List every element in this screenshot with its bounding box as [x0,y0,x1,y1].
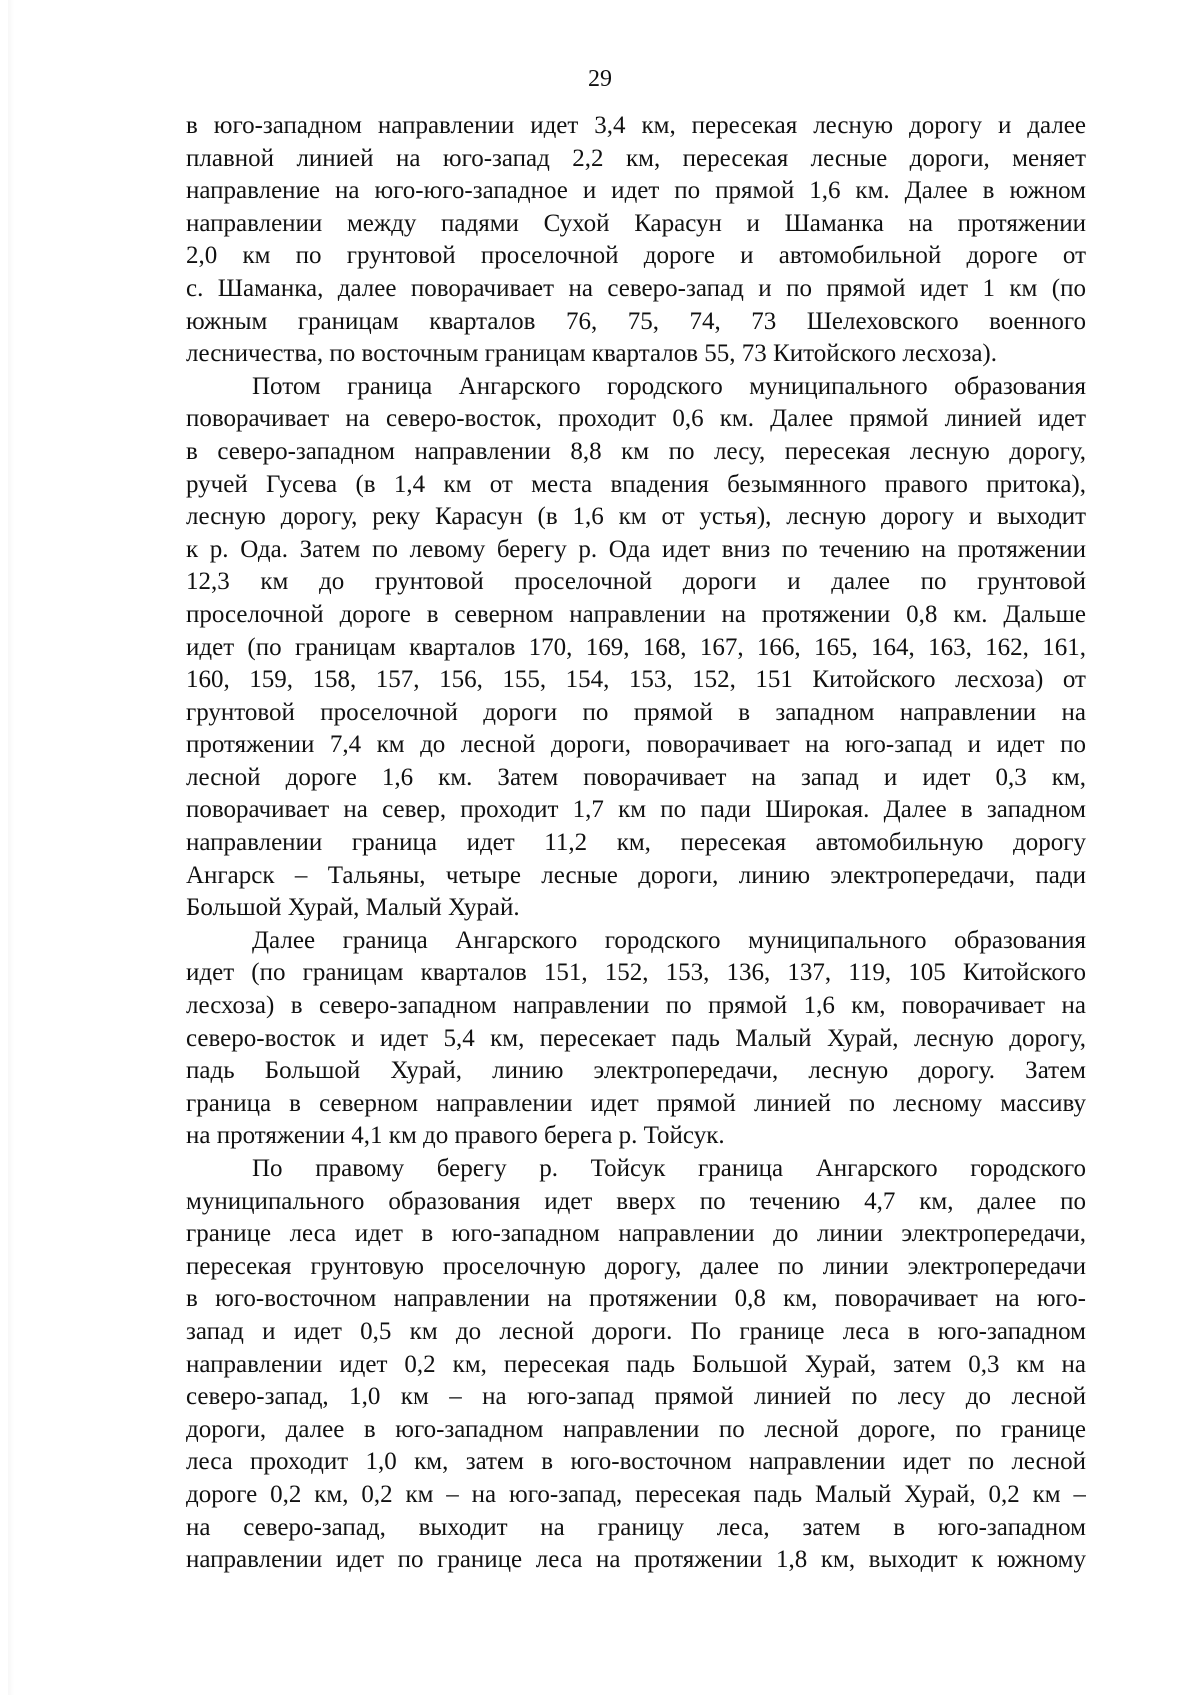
text-line: 160, 159, 158, 157, 156, 155, 154, 153, 152, 151 Китойского лесхоза) от [186,666,1086,694]
text-line: запад и идет 0,5 км до лесной дороги. По границе леса в юго-западном [186,1317,1086,1345]
text-line: лесхоза) в северо-западном направлении по прямой 1,6 км, поворачивает на [186,992,1086,1020]
text-line: на протяжении 4,1 км до правого берега р. Тойсук. [186,1122,725,1150]
text-line: граница в северном направлении идет прямой линией по лесному массиву [186,1089,1086,1117]
text-line: Большой Хурай, Малый Хурай. [186,894,520,922]
text-line: 2,0 км по грунтовой проселочной дороге и автомобильной дороге от [186,242,1086,270]
scan-edge-shadow [8,0,14,1695]
text-line: южным границам кварталов 76, 75, 74, 73 Шелеховского военного [186,307,1086,335]
text-line: идет (по границам кварталов 170, 169, 168, 167, 166, 165, 164, 163, 162, 161, [186,633,1086,661]
paragraph-3 [186,925,1086,1153]
text-line: проселочной дороге в северном направлении на протяжении 0,8 км. Дальше [186,600,1086,628]
text-line: лесничества, по восточным границам кварталов 55, 73 Китойского лесхоза). [186,340,997,368]
text-line: дороге 0,2 км, 0,2 км – на юго-запад, пересекая падь Малый Хурай, 0,2 км – [186,1480,1086,1508]
text-line: поворачивает на север, проходит 1,7 км по пади Широкая. Далее в западном [186,796,1086,824]
text-line: на северо-запад, выходит на границу леса, затем в юго-западном [186,1513,1086,1541]
text-line: грунтовой проселочной дороги по прямой в западном направлении на [186,698,1086,726]
text-line: направлении идет по границе леса на протяжении 1,8 км, выходит к южному [186,1546,1086,1574]
paragraph-4 [186,1153,1086,1577]
text-line: пересекая грунтовую проселочную дорогу, далее по линии электропередачи [186,1252,1086,1280]
text-line: направлении между падями Сухой Карасун и Шаманка на протяжении [186,209,1086,237]
text-line: северо-запад, 1,0 км – на юго-запад прямой линией по лесу до лесной [186,1383,1086,1411]
text-line: направлении идет 0,2 км, пересекая падь Большой Хурай, затем 0,3 км на [186,1350,1086,1378]
text-line: поворачивает на северо-восток, проходит 0,6 км. Далее прямой линией идет [186,405,1086,433]
paragraph-1 [186,110,1086,371]
text-line: северо-восток и идет 5,4 км, пересекает падь Малый Хурай, лесную дорогу, [186,1024,1086,1052]
text-line: идет (по границам кварталов 151, 152, 153, 136, 137, 119, 105 Китойского [186,959,1086,987]
text-line: Потом граница Ангарского городского муниципального образования [252,372,1086,400]
text-line: дороги, далее в юго-западном направлении по лесной дороге, по границе [186,1415,1086,1443]
text-line: ручей Гусева (в 1,4 км от места впадения безымянного правого притока), [186,470,1086,498]
text-line: в юго-восточном направлении на протяжении 0,8 км, поворачивает на юго- [186,1285,1086,1313]
text-line: с. Шаманка, далее поворачивает на северо-запад и по прямой идет 1 км (по [186,274,1086,302]
text-line: падь Большой Хурай, линию электропередачи, лесную дорогу. Затем [186,1057,1086,1085]
text-line: муниципального образования идет вверх по течению 4,7 км, далее по [186,1187,1086,1215]
page-number: 29 [588,66,612,92]
text-line: к р. Ода. Затем по левому берегу р. Ода идет вниз по течению на протяжении [186,535,1086,563]
text-line: направлении граница идет 11,2 км, пересекая автомобильную дорогу [186,829,1086,857]
text-line: По правому берегу р. Тойсук граница Ангарского городского [252,1155,1086,1182]
text-line: в юго-западном направлении идет 3,4 км, пересекая лесную дорогу и далее [186,112,1086,139]
text-line: границе леса идет в юго-западном направлении до линии электропередачи, [186,1220,1086,1248]
text-line: леса проходит 1,0 км, затем в юго-восточном направлении идет по лесной [186,1448,1086,1476]
paragraph-2 [186,371,1086,925]
text-line: лесную дорогу, реку Карасун (в 1,6 км от устья), лесную дорогу и выходит [186,503,1086,531]
text-line: протяжении 7,4 км до лесной дороги, поворачивает на юго-запад и идет по [186,731,1086,759]
text-line: Далее граница Ангарского городского муниципального образования [252,926,1086,954]
document-body [186,110,1086,1577]
text-line: в северо-западном направлении 8,8 км по лесу, пересекая лесную дорогу, [186,437,1086,465]
text-line: направление на юго-юго-западное и идет по прямой 1,6 км. Далее в южном [186,177,1086,205]
text-line: 12,3 км до грунтовой проселочной дороги и далее по грунтовой [186,568,1086,596]
text-line: Ангарск – Тальяны, четыре лесные дороги, линию электропередачи, пади [186,861,1086,889]
text-line: плавной линией на юго-запад 2,2 км, пересекая лесные дороги, меняет [186,144,1086,172]
text-line: лесной дороге 1,6 км. Затем поворачивает на запад и идет 0,3 км, [186,763,1086,791]
